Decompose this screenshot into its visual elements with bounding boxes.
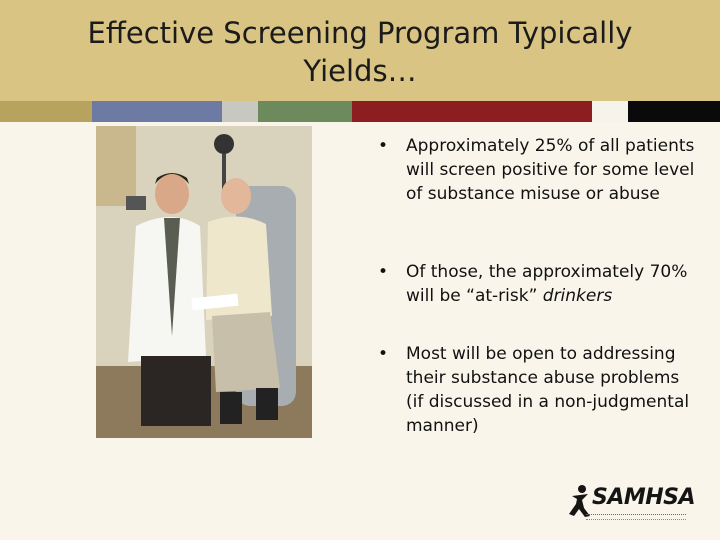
bullet-text: Of those, the approximately 70% will be “at-risk” [406, 262, 688, 306]
color-stripe-5 [258, 101, 352, 122]
color-stripe-1 [0, 101, 92, 122]
bullet-marker: • [378, 136, 389, 156]
bullet-item [378, 134, 698, 260]
bullet-text: Most will be open to addressing their substance abuse problems (if discussed in a non-judgmental manner) [406, 344, 690, 436]
samhsa-logo [568, 484, 696, 524]
bullet-item [378, 260, 698, 342]
logo-fine-print [586, 514, 686, 520]
doctor-patient-photo [96, 126, 312, 438]
bullet-text: Approximately 25% of all patients will screen positive for some level of substance misuse or abuse [406, 136, 695, 204]
bullet-marker: • [378, 344, 389, 364]
color-stripe-8 [628, 101, 720, 122]
slide-title: Effective Screening Program Typically Yields… [87, 16, 633, 88]
logo-wordmark: SAMHSA [592, 485, 696, 510]
bullet-item [378, 342, 698, 438]
color-stripe-3 [92, 101, 222, 122]
bullet-list [378, 134, 698, 438]
color-stripe-7 [592, 101, 628, 122]
bullet-marker: • [378, 262, 389, 282]
running-figure-icon [568, 484, 592, 518]
color-stripe-6 [352, 101, 592, 122]
bullet-text-italic: drinkers [542, 286, 613, 306]
color-stripe-4 [222, 101, 258, 122]
